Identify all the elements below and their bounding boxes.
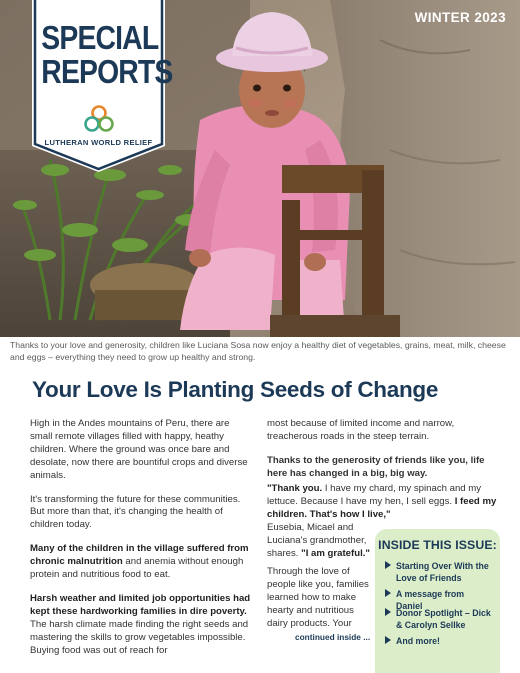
quote-bold-feed: I feed my children. That's how I live," bbox=[267, 495, 497, 520]
organization-name: LUTHERAN WORLD RELIEF bbox=[44, 138, 153, 147]
sidebar-item-starting-over: Starting Over With the Love of Friends bbox=[385, 561, 495, 584]
paragraph-4 bbox=[30, 593, 253, 658]
paragraph-3-rest: and anemia without enough protein and nutritious food to eat. bbox=[30, 556, 244, 581]
masthead-title-line2: REPORTS bbox=[41, 53, 173, 90]
paragraph-3 bbox=[30, 543, 253, 582]
quote-bold-thanks: "Thank you. bbox=[267, 483, 323, 494]
quote-paragraph-bottom bbox=[267, 522, 371, 561]
arrow-right-icon bbox=[385, 636, 391, 644]
paragraph-4-rest: The harsh climate made finding the right seeds and mastering the skills to grow vegetables impossible. Buying food was out of reach for bbox=[30, 618, 249, 656]
inside-this-issue-box bbox=[375, 529, 500, 673]
arrow-right-icon bbox=[385, 589, 391, 597]
sidebar-title: INSIDE THIS ISSUE: bbox=[378, 538, 497, 552]
masthead-title-line1: SPECIAL bbox=[41, 19, 159, 56]
issue-season: WINTER 2023 bbox=[414, 10, 506, 25]
quote-text: I have my chard, my spinach and my lettuce. Because I have my hen, I sell eggs. bbox=[267, 483, 482, 507]
sidebar-item-donor-spotlight: Donor Spotlight – Dick & Carolyn Sellke bbox=[385, 608, 495, 631]
article-column-left bbox=[30, 418, 253, 669]
paragraph-6 bbox=[267, 455, 497, 481]
masthead-badge bbox=[32, 0, 173, 172]
quote-bold-grateful: "I am grateful." bbox=[301, 547, 370, 559]
paragraph-3-bold: Many of the children in the village suffered from chronic malnutrition bbox=[30, 543, 249, 568]
continued-inside-label: continued inside ... bbox=[295, 632, 371, 642]
quote-attribution: Eusebia, Micael and Luciana's grandmother, shares. bbox=[267, 522, 367, 559]
paragraph-5: most because of limited income and narrow, treacherous roads in the steep terrain. bbox=[267, 418, 455, 442]
sidebar-item-message-daniel: A message from Daniel bbox=[385, 589, 495, 612]
paragraph-4-bold: Harsh weather and limited job opportunities had kept these hardworking families in dire poverty. bbox=[30, 592, 251, 617]
paragraph-8: Through the love of people like you, families learned how to make hearty and nutritious dairy products. Your bbox=[267, 566, 369, 629]
photo-caption: Thanks to your love and generosity, children like Luciana Sosa now enjoy a healthy diet of vegetables, grains, meat, milk, cheese and eggs – everything they need to grow up healthy and strong. bbox=[10, 340, 506, 362]
paragraph-1: High in the Andes mountains of Peru, there are small remote villages filled with happy, heathy children. Where the ground was once bare and desolate, now there are bountiful crops and diverse animals. bbox=[30, 418, 248, 481]
sidebar-item-and-more: And more! bbox=[385, 636, 495, 648]
lwr-logo-icon bbox=[82, 104, 116, 134]
arrow-right-icon bbox=[385, 608, 391, 616]
article-column-right-top bbox=[267, 418, 497, 492]
arrow-right-icon bbox=[385, 561, 391, 569]
masthead-title bbox=[41, 19, 173, 90]
paragraph-2: It's transforming the future for these communities. But more than that, it's changing the health of children today. bbox=[30, 493, 241, 531]
quote-paragraph-top bbox=[267, 483, 497, 522]
paragraph-6-bold: Thanks to the generosity of friends like you, life here has changed in a big, big way. bbox=[267, 454, 485, 479]
article-headline: Your Love Is Planting Seeds of Change bbox=[32, 377, 439, 402]
